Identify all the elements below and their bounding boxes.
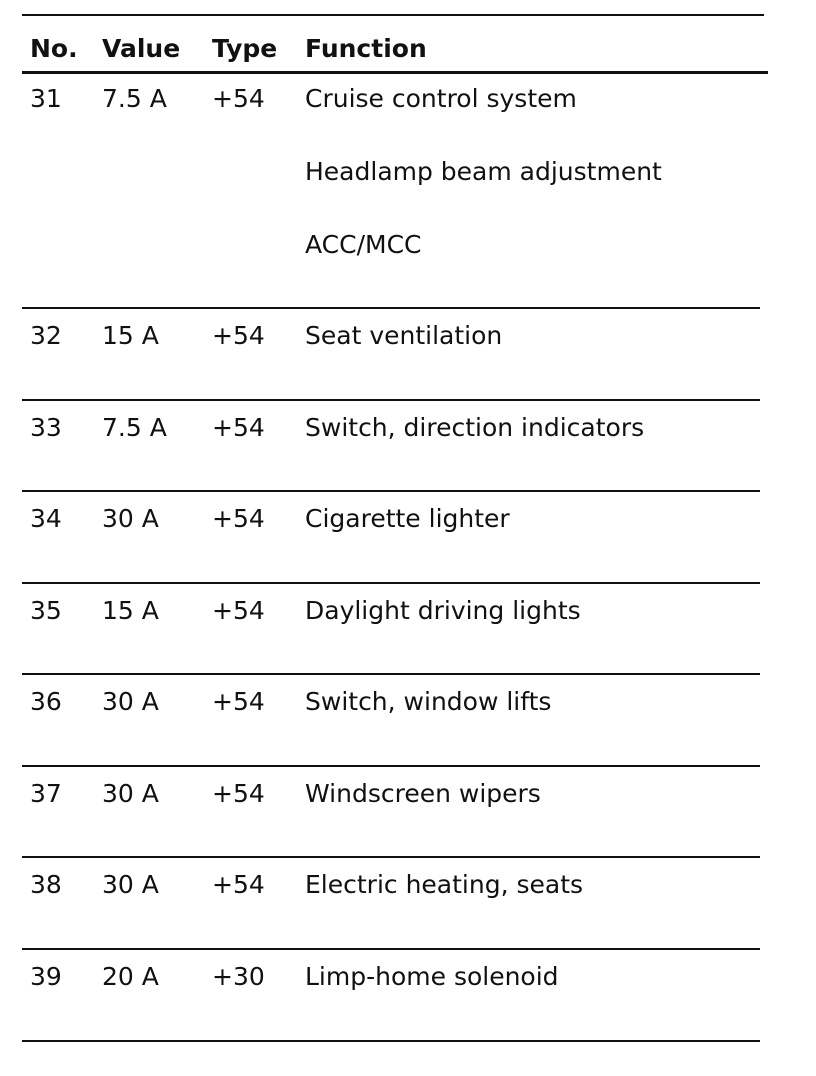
header-no: No.	[30, 34, 78, 63]
fuse-value: 7.5 A	[102, 84, 167, 113]
fuse-type: +30	[212, 962, 265, 991]
fuse-function: Switch, direction indicators	[305, 413, 645, 442]
fuse-type: +54	[212, 413, 265, 442]
fuse-value: 30 A	[102, 504, 159, 533]
fuse-number: 31	[30, 84, 62, 113]
fuse-number: 39	[30, 962, 62, 991]
fuse-function: Headlamp beam adjustment	[305, 157, 662, 186]
fuse-type: +54	[212, 870, 265, 899]
fuse-type: +54	[212, 596, 265, 625]
header-rule	[22, 71, 768, 74]
fuse-function: Limp-home solenoid	[305, 962, 559, 991]
table-top-rule	[22, 14, 764, 16]
fuse-number: 38	[30, 870, 62, 899]
row-rule	[22, 765, 760, 767]
fuse-value: 30 A	[102, 687, 159, 716]
fuse-value: 30 A	[102, 779, 159, 808]
fuse-number: 33	[30, 413, 62, 442]
fuse-type: +54	[212, 779, 265, 808]
row-rule	[22, 1040, 760, 1042]
header-type: Type	[212, 34, 278, 63]
fuse-type: +54	[212, 321, 265, 350]
fuse-number: 32	[30, 321, 62, 350]
fuse-function: Cigarette lighter	[305, 504, 510, 533]
header-function: Function	[305, 34, 427, 63]
fuse-number: 36	[30, 687, 62, 716]
fuse-value: 20 A	[102, 962, 159, 991]
fuse-value: 15 A	[102, 321, 159, 350]
fuse-function: Windscreen wipers	[305, 779, 541, 808]
fuse-type: +54	[212, 504, 265, 533]
fuse-number: 35	[30, 596, 62, 625]
fuse-value: 30 A	[102, 870, 159, 899]
fuse-type: +54	[212, 84, 265, 113]
header-value: Value	[102, 34, 181, 63]
row-rule	[22, 307, 760, 309]
fuse-function: Switch, window lifts	[305, 687, 552, 716]
fuse-function: Seat ventilation	[305, 321, 503, 350]
fuse-function: Electric heating, seats	[305, 870, 584, 899]
row-rule	[22, 582, 760, 584]
fuse-type: +54	[212, 687, 265, 716]
fuse-function: Daylight driving lights	[305, 596, 581, 625]
row-rule	[22, 948, 760, 950]
row-rule	[22, 673, 760, 675]
fuse-function: ACC/MCC	[305, 230, 422, 259]
fuse-number: 37	[30, 779, 62, 808]
fuse-number: 34	[30, 504, 62, 533]
fuse-value: 15 A	[102, 596, 159, 625]
row-rule	[22, 490, 760, 492]
fuse-function: Cruise control system	[305, 84, 577, 113]
row-rule	[22, 856, 760, 858]
fuse-value: 7.5 A	[102, 413, 167, 442]
row-rule	[22, 399, 760, 401]
